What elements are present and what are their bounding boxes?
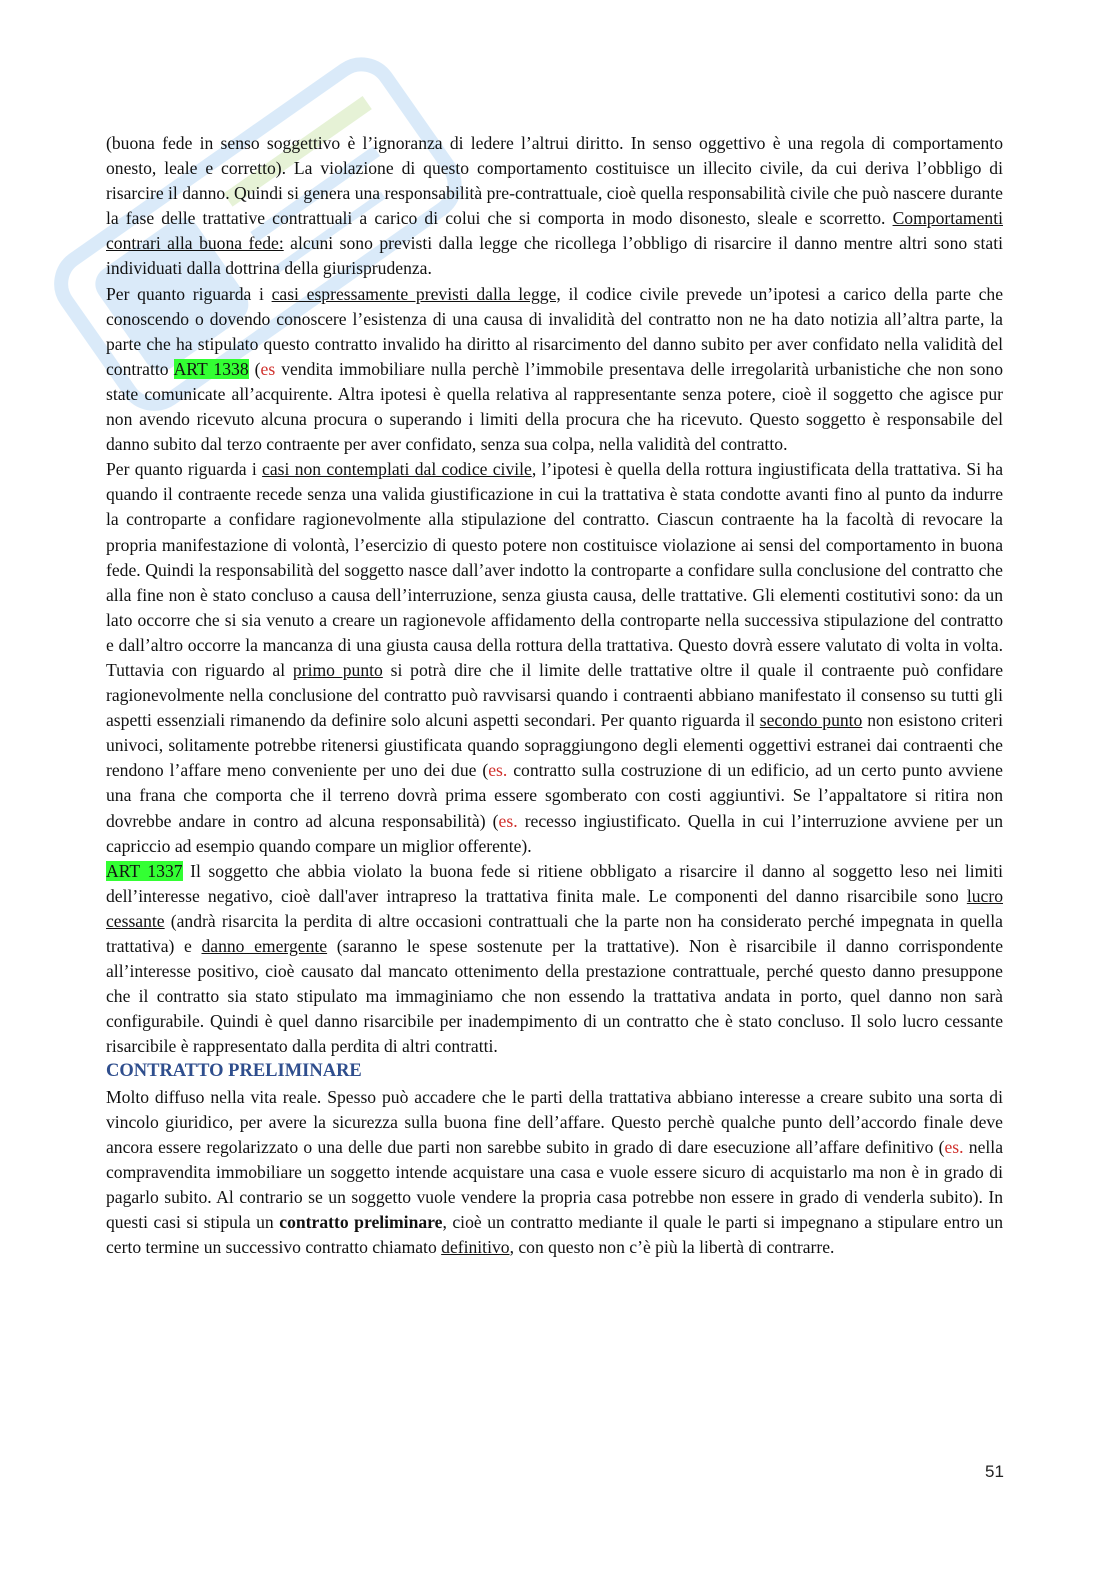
document-page [106, 131, 1003, 1260]
example-marker: es. [488, 760, 508, 781]
paragraph-1: (buona fede in senso soggettivo è l’ignoranza di ledere l’altrui diritto. In senso oggettivo è una regola di comportamento onesto, leale e corretto). La violazione di questo comportamento costituisce un illecito civile, da cui deriva l’obbligo di risarcire il danno. Quindi si genera una responsabilità pre-contrattuale, cioè quella responsabilità civile che può nascere durante la fase delle trattative contrattuali a carico di colui che si comporta in modo disonesto, sleale e scorretto. Comportamenti contrari alla buona fede: alcuni sono previsti dalla legge che ricollega l’obbligo di risarcire il danno mentre altri sono stati individuati dalla dottrina della giurisprudenza. [106, 133, 1003, 279]
underlined-phrase: secondo punto [759, 710, 863, 731]
paragraph-2: Per quanto riguarda i casi espressamente previsti dalla legge, il codice civile prevede un’ipotesi a carico della parte che conoscendo o dovendo conoscere l’esistenza di una causa di invalidità del contratto non ne ha dato notizia all’altra parte, la parte che ha stipulato questo contratto invalido ha diritto al risarcimento del danno subito per aver confidato nella validità del contratto ART 1338 (es vendita immobiliare nulla perchè l’immobile presentava delle irregolarità urbanistiche che non sono state comunicate all’acquirente. Altra ipotesi è quella relativa al rappresentante senza potere, cioè il soggetto che agisce pur non avendo ricevuto alcuna procura o superando i limiti della procura che ha ricevuto. Questo soggetto è responsabile del danno subito dal terzo contraente per aver confidato, senza sua colpa, nella validità del contratto. [106, 283, 1004, 455]
underlined-phrase: Comportamenti contrari alla buona fede: [106, 208, 1003, 254]
underlined-phrase: casi non contemplati dal codice civile [262, 459, 532, 480]
article-highlight: ART 1338 [173, 358, 249, 379]
paragraph-3: Per quanto riguarda i casi non contemplati dal codice civile, l’ipotesi è quella della rottura ingiustificata della trattativa. Si ha quando il contraente recede senza una valida giustificazione in cui la trattativa è stata condotte avanti fino al punto da indurre la controparte a confidare ragionevolmente alla stipulazione del contratto. Ciascun contraente ha la facoltà di revocare la propria manifestazione di volontà, l’esercizio di questo potere non costituisce violazione ai sensi del comportamento in buona fede. Quindi la responsabilità del soggetto nasce dall’aver indotto la controparte a confidare sulla conclusione del contratto che alla fine non è stato concluso a causa dell’interruzione, senza giusta causa, delle trattative. Gli elementi costitutivi sono: da un lato occorre che si sia venuto a creare un ragionevole affidamento della controparte nella successiva stipulazione del contratto e dall’altro occorre la mancanza di una giusta causa della rottura della trattativa. Questo dovrà essere valutato di volta in volta. Tuttavia con riguardo al primo punto si potrà dire che il limite delle trattative oltre il quale il contraente può confidare ragionevolmente nella conclusione del contratto può ravvisarsi quando i contraenti abbiano manifestato il consenso su tutti gli aspetti essenziali rimanendo da definire solo alcuni aspetti secondari. Per quanto riguarda il secondo punto non esistono criteri univoci, solitamente potrebbe ritenersi giustificata quando sopraggiungono degli elementi oggettivi estranei dai contraenti che rendono l’affare meno conveniente per uno dei due (es. contratto sulla costruzione di un edificio, ad un certo punto avviene una frana che comporta che il terreno dovrà prima essere sgomberato con costi aggiuntivi. Se l’appaltatore si ritira non dovrebbe andare in contro ad alcuna responsabilità) (es. recesso ingiustificato. Quella in cui l’interruzione avviene per un capriccio ad esempio quando compare un miglior offerente). [106, 459, 1004, 856]
example-marker: es [260, 358, 276, 379]
underlined-phrase: primo punto [292, 659, 383, 680]
underlined-phrase: definitivo [441, 1237, 510, 1258]
underlined-phrase: casi espressamente previsti dalla legge, [271, 283, 561, 304]
paragraph-4: ART 1337 Il soggetto che abbia violato la buona fede si ritiene obbligato a risarcire il danno al soggetto leso nei limiti dell’interesse negativo, cioè dall'aver intrapreso la trattativa finita male. Le componenti del danno risarcibile sono lucro cessante (andrà risarcita la perdita di altre occasioni contrattuali che la parte non ha considerato perché impegnata in quella trattativa) e danno emergente (saranno le spese sostenute per la trattative). Non è risarcibile il danno corrispondente all’interesse positivo, cioè causato dal mancato ottenimento della prestazione contrattuale, perché questo danno presuppone che il contratto sia stato stipulato ma immaginiamo che non essendo la trattativa andata in porto, quel danno non sarà configurabile. Quindi è quel danno risarcibile per inadempimento di un contratto che è stato concluso. Il solo lucro cessante risarcibile è rappresentato dalla perdita di altri contratti. [106, 860, 1004, 1057]
paragraph-5: Molto diffuso nella vita reale. Spesso può accadere che le parti della trattativa abbiano interesse a creare subito una sorta di vincolo giuridico, per avere la sicurezza sulla buona fine dell’affare. Questo perchè qualche punto dell’accordo finale deve ancora essere regolarizzato o una delle due parti non sarebbe subito in grado di dare esecuzione all’affare definitivo (es. nella compravendita immobiliare un soggetto intende acquistare una casa e vuole essere sicuro di acquistarlo ma non è in grado di pagarlo subito. Al contrario se un soggetto vuole vendere la propria casa potrebbe non essere in grado di venderla subito). In questi casi si stipula un contratto preliminare, cioè un contratto mediante il quale le parti si impegnano a stipulare entro un certo termine un successivo contratto chiamato definitivo, con questo non c’è più la libertà di contrarre. [106, 1086, 1003, 1258]
example-marker: es. [498, 810, 518, 831]
section-heading: CONTRATTO PRELIMINARE [106, 1061, 362, 1082]
article-highlight: ART 1337 [106, 860, 183, 881]
page-number: 51 [985, 1462, 1004, 1481]
underlined-phrase: danno emergente [201, 936, 328, 956]
bold-term: contratto preliminare [279, 1212, 443, 1233]
example-marker: es. [944, 1136, 964, 1157]
underlined-phrase: lucro cessante [106, 885, 1003, 931]
